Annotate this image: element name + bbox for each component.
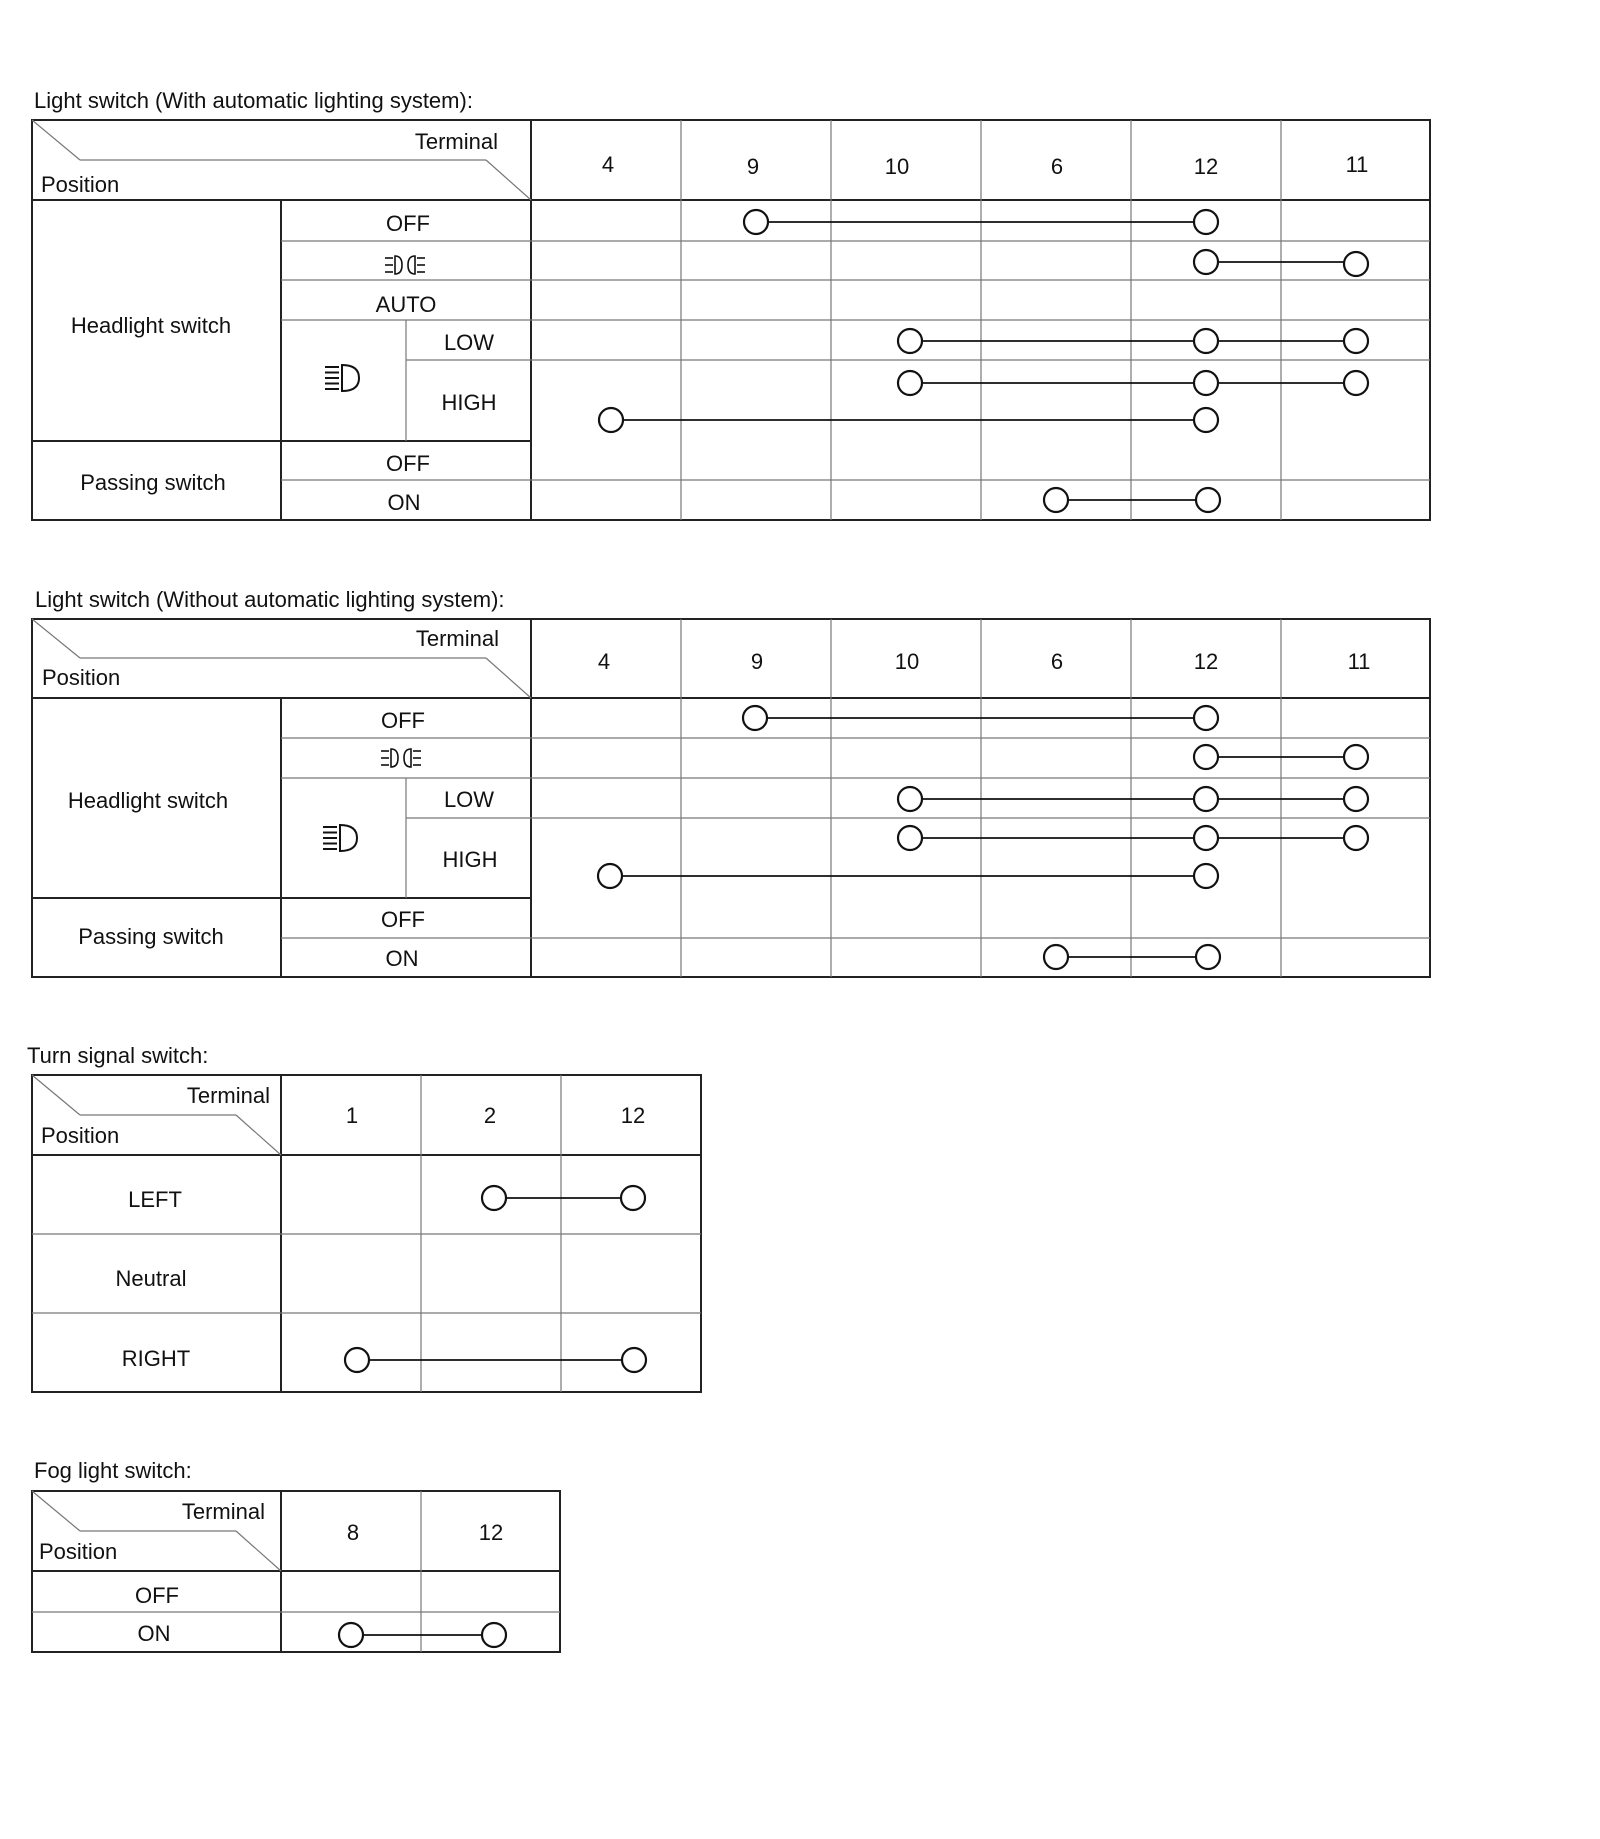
terminal-node [1344,252,1368,276]
terminal-node [743,706,767,730]
position-label: LOW [443,787,495,812]
position-header-label: Position [42,665,121,690]
corner-diagonal [32,1075,80,1115]
terminal-header-label: Terminal [181,1499,265,1524]
terminal-headers [346,1103,645,1128]
position-label: LEFT [128,1187,182,1212]
terminal-label: 12 [620,1103,646,1128]
position-label: RIGHT [121,1346,191,1371]
group-label: Headlight switch [67,788,229,813]
tail-light-icon [381,749,421,767]
table-title: Light switch (Without automatic lighting system): [35,587,505,612]
position-label: ON [387,490,421,515]
position-label: OFF [381,907,425,932]
terminal-label: 4 [597,649,611,674]
terminal-node [482,1623,506,1647]
continuity-marks [599,210,1368,512]
position-label: HIGH [441,390,497,415]
tail-light-icon [385,256,425,274]
headlight-icon [323,825,357,851]
table-title: Turn signal switch: [27,1043,209,1068]
terminal-label: 9 [750,649,764,674]
terminal-node [1044,488,1068,512]
position-label: ON [137,1621,171,1646]
terminal-header-label: Terminal [415,626,499,651]
terminal-node [345,1348,369,1372]
terminal-node [1194,745,1218,769]
terminal-node [744,210,768,234]
group-label: Passing switch [80,470,226,495]
position-label: Neutral [115,1266,187,1291]
terminal-node [898,787,922,811]
terminal-node [1044,945,1068,969]
headlight-icon [325,365,359,391]
terminal-node [599,408,623,432]
position-label: OFF [381,708,425,733]
corner-diagonal [32,120,80,160]
continuity-marks [339,1623,506,1647]
fog-light-table [32,1458,560,1652]
terminal-label: 11 [1345,152,1369,177]
terminal-node [898,826,922,850]
terminal-node [898,329,922,353]
terminal-headers [598,649,1371,674]
corner-diagonal [236,1115,281,1155]
terminal-node [1344,329,1368,353]
terminal-node [622,1348,646,1372]
terminal-node [621,1186,645,1210]
group-label: Passing switch [78,924,224,949]
table-frame [32,619,1430,977]
table-title: Fog light switch: [34,1458,192,1483]
terminal-label: 12 [478,1520,504,1545]
table-title: Light switch (With automatic lighting system): [34,88,473,113]
position-label: LOW [443,330,495,355]
terminal-node [598,864,622,888]
terminal-node [1194,787,1218,811]
terminal-label: 1 [345,1103,359,1128]
terminal-node [1194,210,1218,234]
corner-diagonal [32,1491,80,1531]
position-label: AUTO [375,292,437,317]
terminal-label: 10 [894,649,920,674]
terminal-node [1194,826,1218,850]
terminal-header-label: Terminal [186,1083,270,1108]
terminal-headers [347,1520,503,1545]
terminal-node [1194,706,1218,730]
terminal-label: 12 [1193,154,1219,179]
terminal-node [1344,745,1368,769]
terminal-node [1194,329,1218,353]
terminal-node [482,1186,506,1210]
position-header-label: Position [39,1539,118,1564]
position-label: ON [385,946,419,971]
grid-lines [281,120,1430,520]
position-label: OFF [135,1583,179,1608]
terminal-node [1344,371,1368,395]
terminal-node [1344,826,1368,850]
position-label: HIGH [442,847,498,872]
position-header-label: Position [41,172,120,197]
terminal-label: 6 [1050,649,1064,674]
terminal-node [898,371,922,395]
turn-signal-table [27,1043,701,1392]
continuity-marks [598,706,1368,969]
terminal-label: 11 [1347,649,1371,674]
terminal-node [339,1623,363,1647]
terminal-node [1194,408,1218,432]
terminal-node [1344,787,1368,811]
terminal-node [1196,945,1220,969]
terminal-headers [602,152,1369,179]
terminal-node [1196,488,1220,512]
terminal-label: 2 [483,1103,497,1128]
terminal-label: 10 [884,154,910,179]
terminal-label: 4 [601,152,615,177]
terminal-node [1194,864,1218,888]
light-switch-auto-table [32,88,1430,520]
corner-diagonal [486,658,531,698]
terminal-header-label: Terminal [414,129,498,154]
terminal-label: 12 [1193,649,1219,674]
position-label: OFF [386,451,430,476]
corner-diagonal [32,619,80,658]
continuity-marks [345,1186,646,1372]
light-switch-manual-table [32,587,1430,977]
terminal-label: 8 [346,1520,360,1545]
corner-diagonal [486,160,531,200]
position-label: OFF [386,211,430,236]
position-header-label: Position [41,1123,120,1148]
terminal-node [1194,250,1218,274]
terminal-label: 9 [746,154,760,179]
grid-lines [32,1075,701,1392]
group-label: Headlight switch [70,313,232,338]
terminal-node [1194,371,1218,395]
terminal-label: 6 [1050,154,1064,179]
corner-diagonal [236,1531,281,1571]
